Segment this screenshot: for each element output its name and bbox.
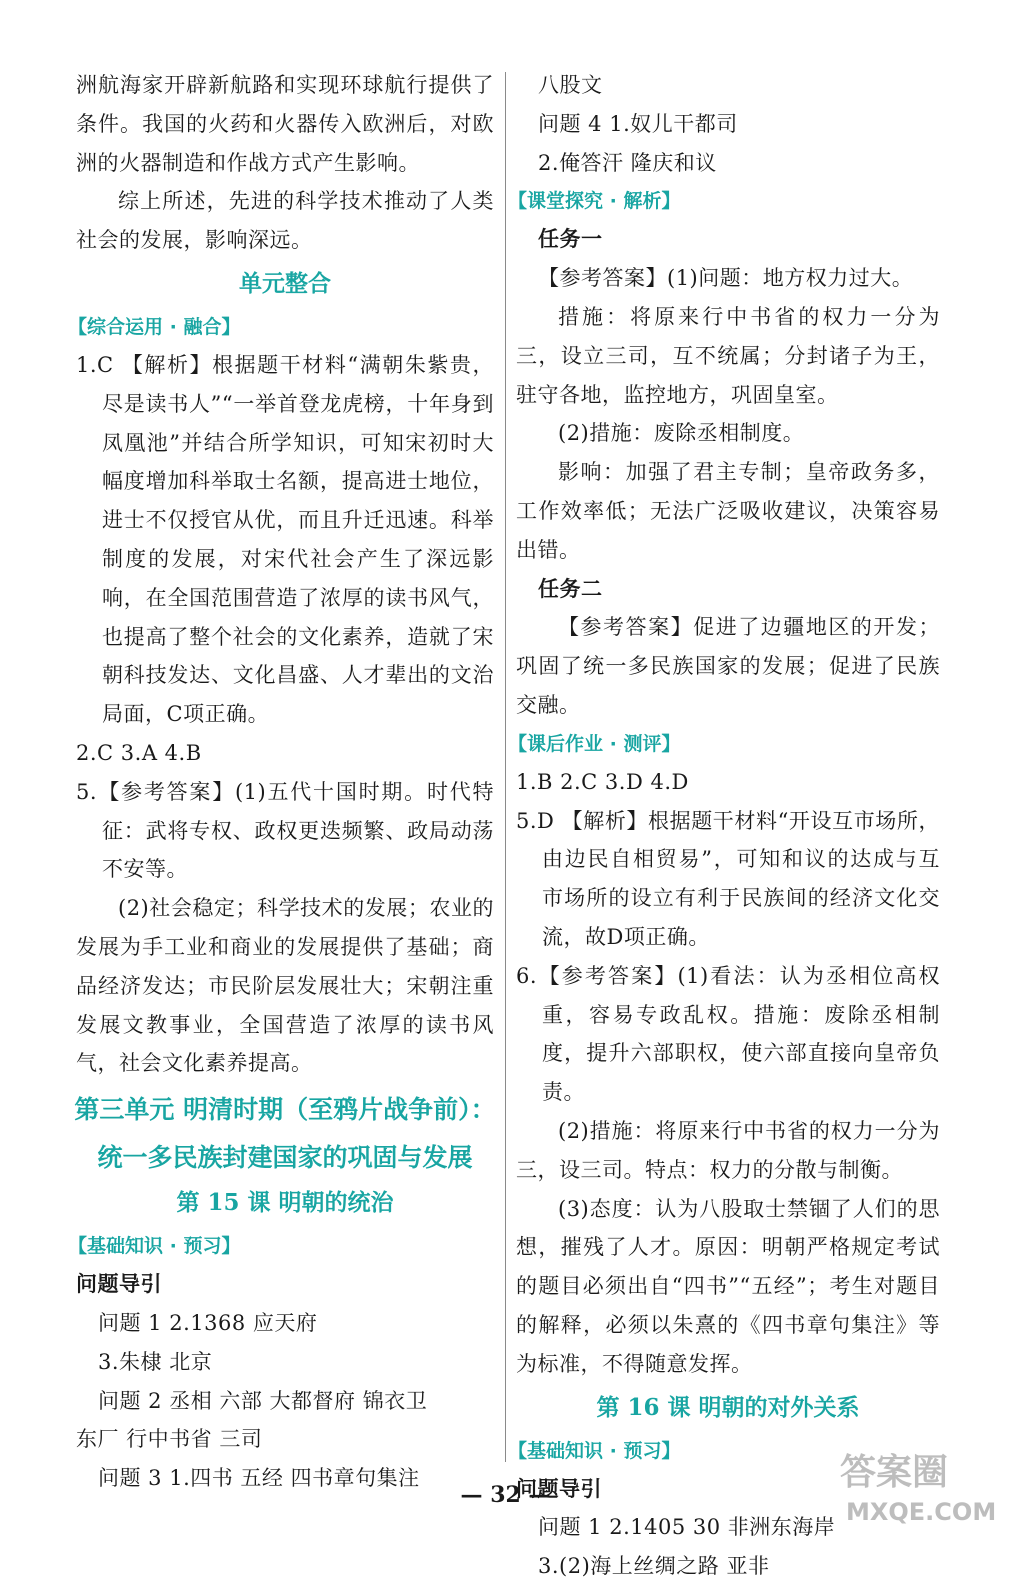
paragraph: 综上所述，先进的科学技术推动了人类社会的发展，影响深远。 <box>76 189 494 253</box>
answer-item: (3)态度：认为八股取士禁锢了人们的思想，摧残了人才。原因：明朝严格规定考试的题目必须出自“四书”“五经”；考生对题目的解释，必须以朱熹的《四书章句集注》等为标准，不得随意发挥。 <box>516 1196 940 1376</box>
section-tag: 【基础知识 · 预习】 <box>68 1235 241 1258</box>
answer-item: 问题 1 2.1405 30 非洲东海岸 <box>538 1515 836 1540</box>
answer-item: 问题 1 2.1368 应天府 <box>98 1310 318 1335</box>
answer-item: (2)措施：废除丞相制度。 <box>558 421 805 446</box>
answer-item: 影响：加强了君主专制；皇帝政务多，工作效率低；无法广泛吸收建议，决策容易出错。 <box>516 460 940 562</box>
unit-title-line2: 统一多民族封建国家的巩固与发展 <box>97 1143 473 1173</box>
lesson-heading: 第 16 课 明朝的对外关系 <box>596 1393 860 1421</box>
unit-title-line1: 第三单元 明清时期（至鸦片战争前）： <box>74 1095 496 1125</box>
answer-item: 2.俺答汗 隆庆和议 <box>538 150 717 175</box>
answer-item: (2)措施：将原来行中书省的权力一分为三，设三司。特点：权力的分散与制衡。 <box>516 1118 940 1182</box>
answer-item: 【参考答案】(1)问题：地方权力过大。 <box>538 266 914 291</box>
subheading: 问题导引 <box>76 1271 162 1297</box>
task-heading: 任务一 <box>538 226 603 252</box>
answer-item: 5.D 【解析】根据题干材料“开设互市场所，由边民自相贸易”，可知和议的达成与互市场所的设立有利于民族间的经济文化交流，故D项正确。 <box>516 808 940 949</box>
answer-item: 5.【参考答案】(1)五代十国时期。时代特征：武将专权、政权更迭频繁、政局动荡不安等。 <box>76 779 494 882</box>
watermark-logo <box>832 1440 1002 1530</box>
answer-item: 东厂 行中书省 三司 <box>76 1427 263 1452</box>
answer-item: 2.C 3.A 4.B <box>76 740 202 765</box>
lesson-heading: 第 15 课 明朝的统治 <box>176 1189 394 1217</box>
column-divider <box>505 72 506 1462</box>
answer-item: (2)社会稳定；科学技术的发展；农业的发展为手工业和商业的发展提供了基础；商品经济发达；市民阶层发展壮大；宋朝注重发展文教事业，全国营造了浓厚的读书风气，社会文化素养提高。 <box>76 896 494 1076</box>
answer-item: 3.朱棣 北京 <box>98 1349 213 1374</box>
watermark-en: MXQE.COM <box>846 1498 997 1526</box>
answer-item: 1.B 2.C 3.D 4.D <box>516 769 689 794</box>
answer-item: 3.(2)海上丝绸之路 亚非 <box>538 1554 770 1579</box>
section-heading: 单元整合 <box>239 269 331 297</box>
page-number: — 32 — <box>460 1482 551 1508</box>
task-heading: 任务二 <box>538 575 603 601</box>
answer-item: 问题 3 1.四书 五经 四书章句集注 <box>98 1466 420 1491</box>
answer-item: 八股文 <box>538 73 603 97</box>
section-tag: 【课后作业 · 测评】 <box>508 732 681 755</box>
section-tag: 【基础知识 · 预习】 <box>508 1439 681 1462</box>
subheading: 问题导引 <box>516 1475 602 1501</box>
paragraph: 洲航海家开辟新航路和实现环球航行提供了条件。我国的火药和火器传入欧洲后，对欧洲的火器制造和作战方式产生影响。 <box>76 73 494 175</box>
section-tag: 【课堂探究 · 解析】 <box>508 190 681 213</box>
answer-item: 问题 4 1.奴儿干都司 <box>538 111 738 136</box>
section-tag: 【综合运用 · 融合】 <box>68 315 241 338</box>
right-column <box>508 66 940 1586</box>
answer-item: 措施：将原来行中书省的权力一分为三，设立三司，互不统属；分封诸子为王，驻守各地，监控地方，巩固皇室。 <box>516 304 940 407</box>
answer-item: 6.【参考答案】(1)看法：认为丞相位高权重，容易专政乱权。措施：废除丞相制度，提升六部职权，使六部直接向皇帝负责。 <box>516 963 940 1105</box>
left-column <box>68 66 496 1498</box>
answer-item: 1.C 【解析】根据题干材料“满朝朱紫贵，尽是读书人”“一举首登龙虎榜，十年身到凤凰池”并结合所学知识，可知宋初时大幅度增加科举取士名额，提高进士地位，进士不仅授官从优，而且升迁迅速。科举制度的发展，对宋代社会产生了深远影响，在全国范围营造了浓厚的读书风气，也提高了整个社会的文化素养，造就了宋朝科技发达、文化昌盛、人才辈出的文治局面，C项正确。 <box>76 352 494 727</box>
watermark-cn: 答案圈 <box>840 1452 949 1493</box>
answer-item: 问题 2 丞相 六部 大都督府 锦衣卫 <box>98 1388 428 1413</box>
answer-item: 【参考答案】促进了边疆地区的开发；巩固了统一多民族国家的发展；促进了民族交融。 <box>516 615 940 717</box>
